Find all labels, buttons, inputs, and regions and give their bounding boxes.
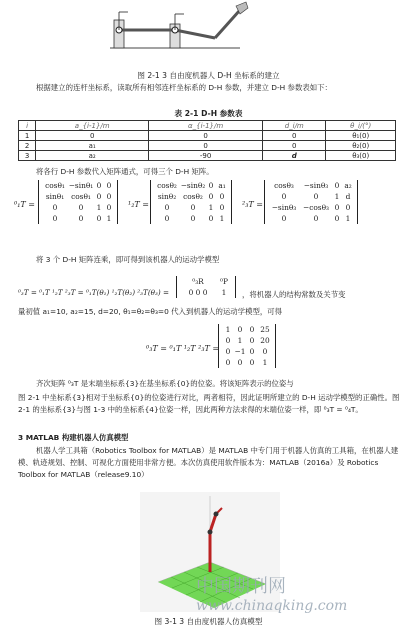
matrix-label: ²₃T =: [242, 200, 263, 209]
matrix-1: [38, 180, 118, 224]
table-cell: 0: [149, 141, 263, 151]
matrix-cell: d: [345, 192, 351, 201]
matrix-cell: −cosθ₃: [303, 203, 329, 212]
table-cell: 3: [19, 151, 36, 161]
matrix-cell: cosθ₂: [157, 181, 177, 190]
paragraph: 将各行 D-H 参数代入矩阵通式，可得三个 D-H 矩阵。: [36, 167, 214, 176]
matrix-cell: 0: [52, 214, 58, 223]
table-cell: 0: [263, 141, 326, 151]
matrix-cell: 0: [225, 347, 231, 356]
matrix-cell: a₁: [218, 181, 226, 190]
matrix-cell: 0: [345, 203, 351, 212]
table-header: α_{i-1}/m: [149, 121, 263, 131]
matrix-cell: 1: [334, 192, 340, 201]
matrix-grid: [176, 276, 236, 298]
table-cell: θ₂(0): [326, 141, 396, 151]
matrix-cell: 0: [334, 181, 340, 190]
matrix-cell: 0: [96, 192, 102, 201]
matrix-cell: 0: [281, 192, 287, 201]
matrix-cell: 1: [345, 214, 351, 223]
matrix-cell: 0: [249, 325, 255, 334]
matrix-label: ⁰₁T =: [14, 200, 35, 209]
paragraph: 将 3 个 D-H 矩阵连乘，即可得到该机器人的运动学模型: [36, 255, 220, 264]
matrix-grid: [218, 324, 276, 368]
matrix-cell: 0: [190, 203, 196, 212]
table-cell: a₁: [36, 141, 149, 151]
table-row: [19, 141, 396, 151]
matrix-cell: 0: [313, 192, 319, 201]
matrix-cell: 0: [249, 347, 255, 356]
matrix-cell: 0: [334, 203, 340, 212]
matrix-cell: 0: [208, 181, 214, 190]
matrix-cell: 0: [96, 214, 102, 223]
matrix-cell: 1: [208, 203, 214, 212]
matrix-cell: 0: [208, 192, 214, 201]
table-title: 表 2-1 D-H 参数表: [174, 109, 243, 118]
matrix-cell: 0: [262, 347, 268, 356]
matrix-cell: 0: [219, 203, 225, 212]
matrix-cell: ⁰₃R: [192, 277, 204, 286]
matrix-cell: −sinθ₃: [271, 203, 297, 212]
matrix-cell: 1: [96, 203, 102, 212]
table-header-row: [19, 121, 396, 131]
matrix-cell: 0: [219, 192, 225, 201]
matrix-cell: 0: [237, 358, 243, 367]
matrix-label: ⁰₃T = ⁰₁T ¹₂T ²₃T =: [146, 344, 220, 353]
table-header: θ_i/(°): [326, 121, 396, 131]
figure-caption: 图 2-1 3 自由度机器人 D-H 坐标系的建立: [137, 71, 280, 80]
matrix-cell: −sinθ₃: [303, 181, 329, 190]
matrix-cell: 0: [96, 181, 102, 190]
table-cell: 1: [19, 131, 36, 141]
watermark: 中国期刊网: [196, 576, 286, 597]
matrix-cell: cosθ₁: [45, 181, 65, 190]
watermark-url: www.chinaqking.com: [196, 598, 348, 614]
matrix-cell: 0: [78, 214, 84, 223]
matrix-grid: [264, 180, 358, 224]
result-matrix: [218, 324, 276, 368]
matrix-grid: [150, 180, 232, 224]
matrix-cell: 25: [260, 325, 270, 334]
matrix-cell: 1: [219, 214, 225, 223]
paragraph: 齐次矩阵 ⁰₃T 是末端坐标系{3}在基坐标系{0}的位姿。将该矩阵表示的位姿与: [36, 379, 294, 388]
matrix-cell: 0: [249, 358, 255, 367]
matrix-cell: 0: [52, 203, 58, 212]
table-cell: θ₁(0): [326, 131, 396, 141]
matrix-cell: cosθ₁: [71, 192, 91, 201]
matrix-cell: 1: [106, 214, 112, 223]
table-cell: 0: [263, 131, 326, 141]
matrix-3: [264, 180, 358, 224]
matrix-cell: 1: [225, 325, 231, 334]
matrix-cell: −sinθ₁: [68, 181, 94, 190]
table-header: d_i/m: [263, 121, 326, 131]
matrix-cell: 0: [190, 214, 196, 223]
table-cell: a₂: [36, 151, 149, 161]
table-cell: d: [263, 151, 326, 161]
matrix-cell: 0: [106, 203, 112, 212]
matrix-cell: −1: [234, 347, 246, 356]
block-matrix: [176, 276, 236, 298]
matrix-label: ¹₂T =: [128, 200, 149, 209]
matrix-cell: ⁰P: [220, 277, 228, 286]
table-cell: 0: [149, 131, 263, 141]
kinematic-formula: ⁰₃T = ⁰₁T ¹₂T ²₃T = ⁰₁T(θ₁) ¹₂T(θ₂) ²₃T(θ₃) =: [18, 288, 169, 297]
paragraph: 机器人学工具箱（Robotics Toolbox for MATLAB）是 MATLAB 中专门用于机器人仿真的工具箱，在机器人建模、轨迹规划、控制、可视化方面使用非常方便。本次仿真使用软件版本为：MATLAB（2016a）及 Robotics Toolbox for MATLAB（release9.10）: [18, 446, 399, 479]
matrix-cell: 0: [225, 336, 231, 345]
matrix-cell: a₂: [344, 181, 352, 190]
matrix-cell: 1: [262, 358, 268, 367]
matrix-cell: 0: [208, 214, 214, 223]
matrix-cell: 0: [78, 203, 84, 212]
matrix-cell: 0: [237, 325, 243, 334]
table-header: a_{i-1}/m: [36, 121, 149, 131]
table-header: i: [19, 121, 36, 131]
matrix-cell: 0: [106, 181, 112, 190]
matrix-cell: 0: [225, 358, 231, 367]
paragraph: 根据建立的连杆坐标系，读取所有相邻连杆坐标系的 D-H 参数，并建立 D-H 参数表如下：: [36, 83, 332, 92]
robot-dh-figure: [100, 0, 260, 66]
table-cell: θ₃(0): [326, 151, 396, 161]
dh-parameter-table: [18, 120, 396, 161]
paragraph: 图 2-1 中坐标系{3}相对于坐标系{0}的位姿进行对比，两者相符，因此证明所建立的 D-H 运动学模型的正确性。图 2-1 的坐标系{3}与图 1-3 中的坐标系{4}位姿一样，因此两种方法求得的末端位姿一样，即 ⁰₃T = ⁰₄T。: [18, 393, 400, 414]
matrix-cell: 0: [164, 203, 170, 212]
matrix-cell: sinθ₁: [45, 192, 65, 201]
matrix-cell: 0: [334, 214, 340, 223]
matrix-cell: 0 0 0: [188, 288, 208, 297]
figure-caption: 图 3-1 3 自由度机器人仿真模型: [154, 617, 263, 626]
matrix-cell: 0: [249, 336, 255, 345]
matrix-cell: 20: [260, 336, 270, 345]
matrix-cell: 1: [237, 336, 243, 345]
table-cell: -90: [149, 151, 263, 161]
matrix-cell: cosθ₃: [274, 181, 294, 190]
table-row: [19, 131, 396, 141]
table-row: [19, 151, 396, 161]
matrix-cell: cosθ₂: [183, 192, 203, 201]
matrix-2: [150, 180, 232, 224]
paragraph: ，将机器人的结构常数及关节变: [242, 290, 346, 299]
matrix-cell: 0: [164, 214, 170, 223]
matrix-cell: 0: [106, 192, 112, 201]
matrix-cell: 1: [221, 288, 227, 297]
paragraph: 量初值 a₁=10, a₂=15, d=20, θ₁=θ₂=θ₃=0 代入到机器人的运动学模型，可得: [18, 307, 283, 316]
table-cell: 2: [19, 141, 36, 151]
table-cell: 0: [36, 131, 149, 141]
matrix-cell: 0: [281, 214, 287, 223]
matrix-cell: −sinθ₂: [180, 181, 206, 190]
matrix-cell: sinθ₂: [157, 192, 177, 201]
matrix-cell: 0: [313, 214, 319, 223]
section-heading: 3 MATLAB 构建机器人仿真模型: [18, 433, 129, 442]
matrix-grid: [38, 180, 118, 224]
